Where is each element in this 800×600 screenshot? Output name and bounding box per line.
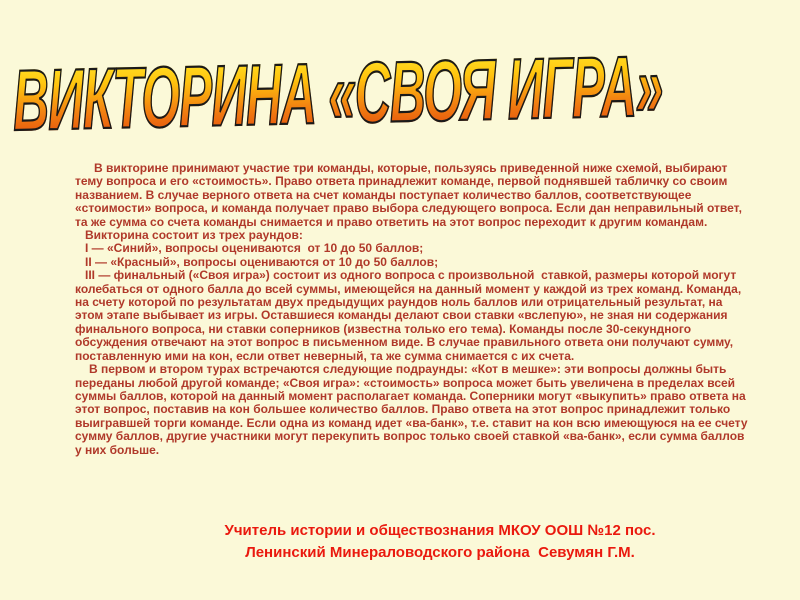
round-1-blue-line: I — «Синий», вопросы оцениваются от 10 до 50 баллов; <box>85 241 424 256</box>
body-text-block <box>75 162 751 457</box>
author-credit-line-1: Учитель истории и обществознания МКОУ ООШ №12 пос. <box>224 522 656 539</box>
author-credit <box>110 520 770 564</box>
slide-title-wordart: ВИКТОРИНА «СВОЯ ИГРА» <box>11 38 664 149</box>
round-2-red-line: II — «Красный», вопросы оцениваются от 10 до 50 баллов; <box>85 254 439 269</box>
round-3-final-paragraph: III — финальный («Своя игра») состоит из одного вопроса с произвольной ставкой, размеры которой могут колебаться от одного балла до всей суммы, имеющейся на данный момент у каждой из трех команд. Команда, на счету которой по результатам двух предыдущих раундов ноль баллов или отрицательный результат, на этом этапе выбывает из игры. Оставшиеся команды делают свои ставки «вслепую», не зная ни содержания финального вопроса, ни ставки соперников (известна только его тема). Команды после 30-секундного обсуждения отвечают на этот вопрос в письменном виде. В случае правильного ответа они получают сумму, поставленную ими на кон, если ответ неверный, та же сумма снимается с их счета. <box>75 268 745 363</box>
intro-paragraph: В викторине принимают участие три команды, которые, пользуясь приведенной ниже схемой, выбирают тему вопроса и его «стоимость». Право ответа принадлежит команде, первой поднявшей табличку со своим названием. В случае верного ответа на счет команды поступает количество баллов, соответствующее «стоимости» вопроса, и команда получает право выбора следующего вопроса. Если дан неправильный ответ, та же сумма со счета команды снимается и право ответить на этот вопрос переходит к другим командам. <box>75 161 746 229</box>
author-credit-line-2: Ленинский Минераловодского района Севумян Г.М. <box>245 544 635 561</box>
subrounds-paragraph: В первом и втором турах встречаются следующие подраунды: «Кот в мешке»: эти вопросы должны быть переданы любой другой команде; «Своя игра»: «стоимость» вопроса может быть увеличена в пределах всей суммы баллов, которой на данный момент располагает команда. Соперники могут «выкупить» право ответа на этот вопрос, поставив на кон большее количество баллов. Право ответа на этот вопрос принадлежит только выигравшей торги команде. Если одна из команд идет «ва-банк», т.е. ставит на кон всю имеющуюся на ее счету сумму баллов, другие участники могут перекупить вопрос только своей ставкой «ва-банк», если сумма баллов у них больше. <box>75 362 751 457</box>
rounds-intro-line: Викторина состоит из трех раундов: <box>85 228 303 243</box>
